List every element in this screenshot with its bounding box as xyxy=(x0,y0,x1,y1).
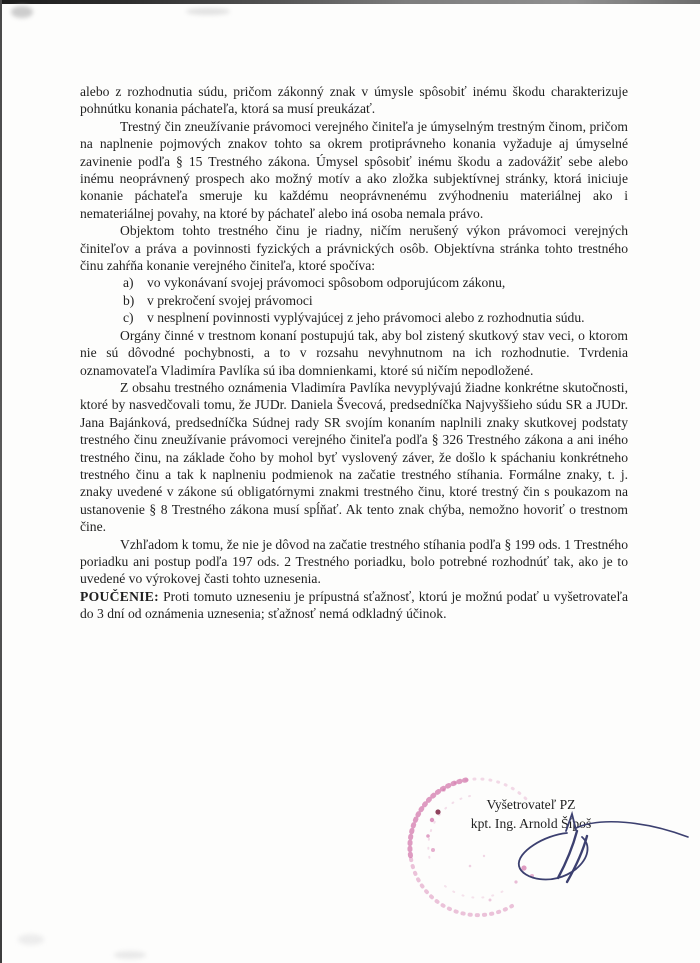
scan-smudge xyxy=(114,951,146,959)
list-item-text: v prekročení svojej právomoci xyxy=(147,292,313,308)
list-item-text: v nesplnení povinnosti vyplývajúcej z jeho právomoci alebo z rozhodnutia súdu. xyxy=(147,310,585,326)
stamp-and-signature xyxy=(385,760,700,935)
signature-role: Vyšetrovateľ PZ xyxy=(486,797,576,812)
round-stamp-icon xyxy=(410,779,534,915)
scan-edge-left xyxy=(0,0,2,963)
handwritten-signature-icon xyxy=(519,814,688,882)
list-marker: a) xyxy=(123,275,134,291)
paragraph-z-obsahu: Z obsahu trestného oznámenia Vladimíra Pavlíka nevyplývajú žiadne konkrétne skutočnosti, ktoré by nasvedčovali tomu, že JUDr. Daniela Švecová, predsedníčka Najvyššieho súdu SR a JUDr. Jana Bajánková, predsedníčka Súdnej rady SR svojím konaním naplnili znaky skutkovej podstaty trestného činu zneužívanie právomoci verejného činiteľa podľa § 326 Trestného zákona a ani iného trestného činu, na základe čoho by mohol byť vyslovený záver, že došlo k spáchaniu konkrétneho trestného činu a tak k naplneniu podmienok na začatie trestného stíhania. Formálne znaky, t. j. znaky uvedené v zákone sú obligatórnymi znakmi trestného činu, ktoré trestný čin s poukazom na ustanovenie § 8 Trestného zákona musí spĺňať. Ak tento znak chýba, nemožno hovoriť o trestnom čine. xyxy=(80,379,628,535)
scan-smudge xyxy=(186,8,230,15)
list-item xyxy=(80,274,628,291)
list-item xyxy=(80,292,628,309)
scan-smudge xyxy=(18,934,44,945)
poucenie-label: POUČENIE: xyxy=(80,588,159,604)
paragraph-poucenie xyxy=(80,588,628,623)
list-item xyxy=(80,309,628,326)
signature-name: kpt. Ing. Arnold Šípoš xyxy=(470,815,592,831)
paragraph-organy: Orgány činné v trestnom konaní postupujú tak, aby bol zistený skutkový stav veci, o ktorom nie sú dôvodné pochybnosti, a to v rozsahu nevyhnutnom na ich rozhodnutie. Tvrdenia oznamovateľa Vladimíra Pavlíka sú iba domnienkami, ktoré sú ničím nepodložené. xyxy=(80,327,628,378)
list-marker: c) xyxy=(123,310,134,326)
ordered-list xyxy=(80,274,628,326)
paragraph-objekt: Objektom tohto trestného činu je riadny, ničím nerušený výkon právomoci verejných činiteľov a práva a povinnosti fyzických a právnických osôb. Objektívna stránka tohto trestného činu zahŕňa konanie verejného činiteľa, ktoré spočíva: xyxy=(80,223,628,274)
poucenie-text: Proti tomuto uzneseniu je prípustná sťažnosť, ktorú je možnú podať u vyšetrovateľa do 3 dní od oznámenia uznesenia; sťažnosť nemá odkladný účinok. xyxy=(80,588,628,622)
list-marker: b) xyxy=(123,292,135,308)
list-item-text: vo vykonávaní svojej právomoci spôsobom odporujúcom zákonu, xyxy=(147,275,506,291)
paragraph-continuation: alebo z rozhodnutia súdu, pričom zákonný znak v úmysle spôsobiť inému škodu charakterizuje pohnútku konania páchateľa, ktorá sa musí preukázať. xyxy=(80,84,628,117)
paragraph-trestny-cin: Trestný čin zneužívanie právomoci verejného činiteľa je úmyselným trestným činom, pričom na naplnenie pojmových znakov tohto sa okrem protiprávneho konania vyžaduje aj úmyselné zavinenie podľa § 15 Trestného zákona. Úmysel spôsobiť inému škodu a zadovážiť sebe alebo inému neoprávnený prospech ako možný motív a ako zložka subjektívnej stránky, ktorá iniciuje konanie páchateľa smeruje ku každému neoprávnenému zvýhodneniu materiálnej ako i nemateriálnej povahy, na ktoré by páchateľ alebo iná osoba nemala právo. xyxy=(80,118,628,221)
scan-smudge xyxy=(11,6,33,18)
document-body xyxy=(80,83,628,623)
paragraph-vzhladom: Vzhľadom k tomu, že nie je dôvod na začatie trestného stíhania podľa § 199 ods. 1 Trestného poriadku ani postup podľa 197 ods. 2 Trestného poriadku, bolo potrebné rozhodnúť tak, ako je to uvedené vo výrokovej časti tohto uznesenia. xyxy=(80,536,628,587)
scan-edge-top xyxy=(0,0,700,4)
